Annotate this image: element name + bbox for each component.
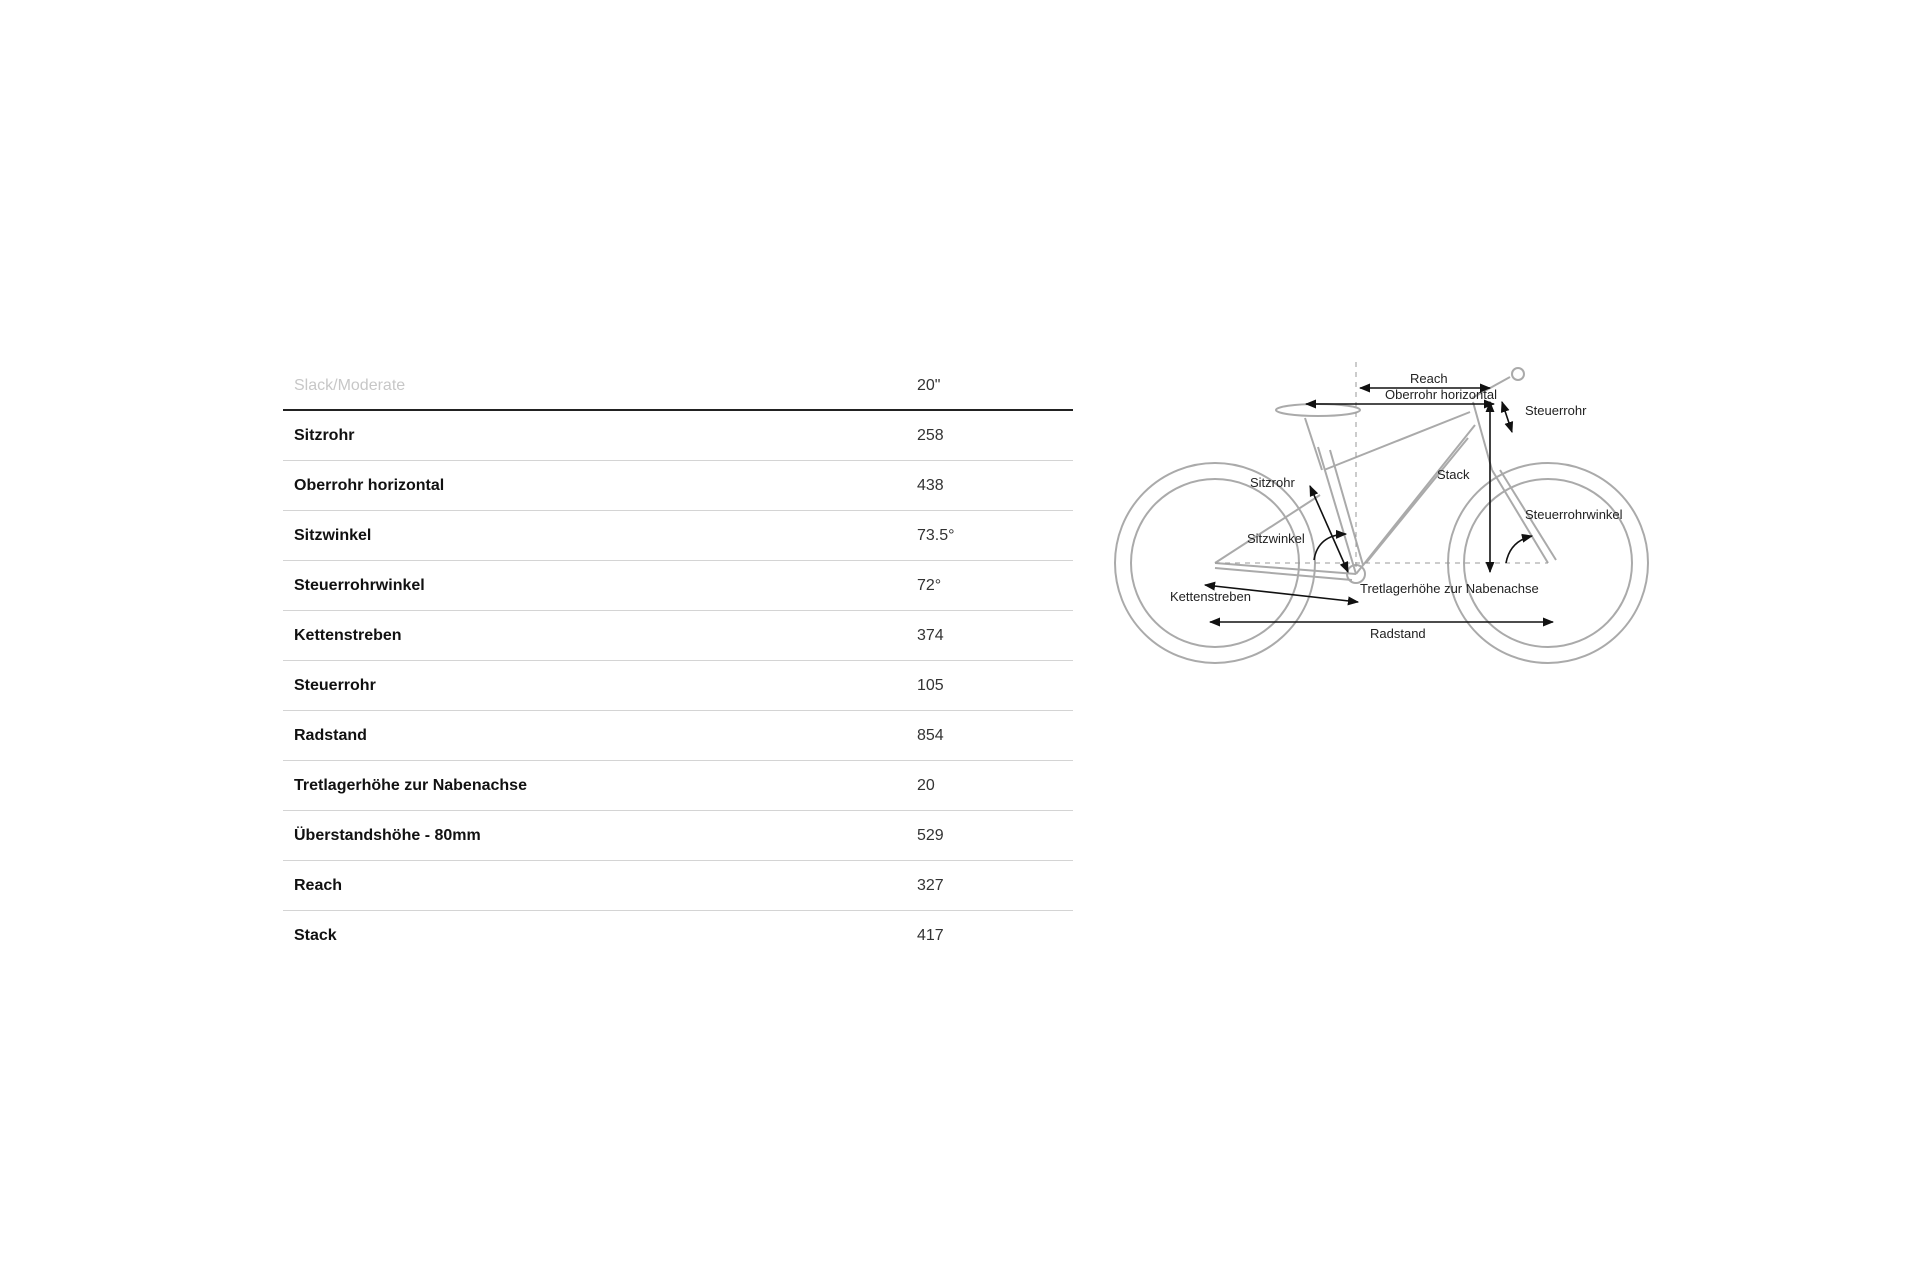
header-size: 20" (906, 362, 1073, 410)
table-row (283, 861, 1073, 911)
row-label: Tretlagerhöhe zur Nabenachse (294, 776, 527, 794)
diagram-labels (1170, 371, 1623, 641)
label-reach: Reach (1410, 371, 1448, 386)
row-value: 73.5° (917, 526, 955, 544)
row-label: Kettenstreben (294, 626, 402, 644)
row-value: 854 (917, 726, 944, 744)
table-header-row (283, 362, 1073, 410)
table-row (283, 811, 1073, 861)
row-value: 105 (917, 676, 944, 694)
label-kettenstreben: Kettenstreben (1170, 589, 1251, 604)
head-angle-arrow (1506, 536, 1532, 563)
label-steuerrohr: Steuerrohr (1525, 403, 1587, 418)
row-value: 438 (917, 476, 944, 494)
down-tube-inner (1366, 438, 1468, 563)
table-row (283, 511, 1073, 561)
label-stack: Stack (1437, 467, 1470, 482)
row-value: 258 (917, 426, 944, 444)
row-label: Überstandshöhe - 80mm (294, 826, 481, 844)
bike-geometry-diagram (1100, 355, 1680, 685)
table-row (283, 410, 1073, 461)
seat-tube-inner (1330, 450, 1363, 565)
head-tube-arrow (1502, 402, 1512, 432)
row-label: Steuerrohrwinkel (294, 576, 425, 594)
label-sitzwinkel: Sitzwinkel (1247, 531, 1305, 546)
row-value: 327 (917, 876, 944, 894)
label-oberrohr: Oberrohr horizontal (1385, 387, 1497, 402)
row-value: 417 (917, 926, 944, 944)
row-value: 72° (917, 576, 942, 594)
down-tube (1356, 425, 1475, 574)
handlebar (1512, 368, 1524, 380)
label-steuerrohrwinkel: Steuerrohrwinkel (1525, 507, 1623, 522)
row-label: Sitzwinkel (294, 526, 372, 544)
seat-tube (1318, 447, 1356, 574)
geometry-table (283, 362, 1073, 960)
seatpost (1305, 418, 1322, 470)
seatstay (1215, 495, 1320, 563)
row-value: 374 (917, 626, 944, 644)
chainstay-lower (1215, 568, 1352, 580)
table-row (283, 911, 1073, 961)
row-label: Radstand (294, 726, 367, 744)
label-sitzrohr: Sitzrohr (1250, 475, 1295, 490)
row-value: 529 (917, 826, 944, 844)
saddle (1276, 404, 1360, 416)
chainstay (1215, 563, 1356, 574)
table-row (283, 711, 1073, 761)
header-label: Slack/Moderate (283, 362, 906, 410)
row-value: 20 (917, 776, 935, 794)
label-tretlager: Tretlagerhöhe zur Nabenachse (1360, 581, 1539, 596)
label-radstand: Radstand (1370, 626, 1426, 641)
table-row (283, 561, 1073, 611)
table-row (283, 761, 1073, 811)
head-tube (1473, 402, 1492, 470)
row-label: Stack (294, 926, 337, 944)
row-label: Sitzrohr (294, 426, 355, 444)
table-row (283, 611, 1073, 661)
row-label: Steuerrohr (294, 676, 376, 694)
row-label: Reach (294, 876, 343, 894)
table-row (283, 461, 1073, 511)
table-row (283, 661, 1073, 711)
row-label: Oberrohr horizontal (294, 476, 445, 494)
